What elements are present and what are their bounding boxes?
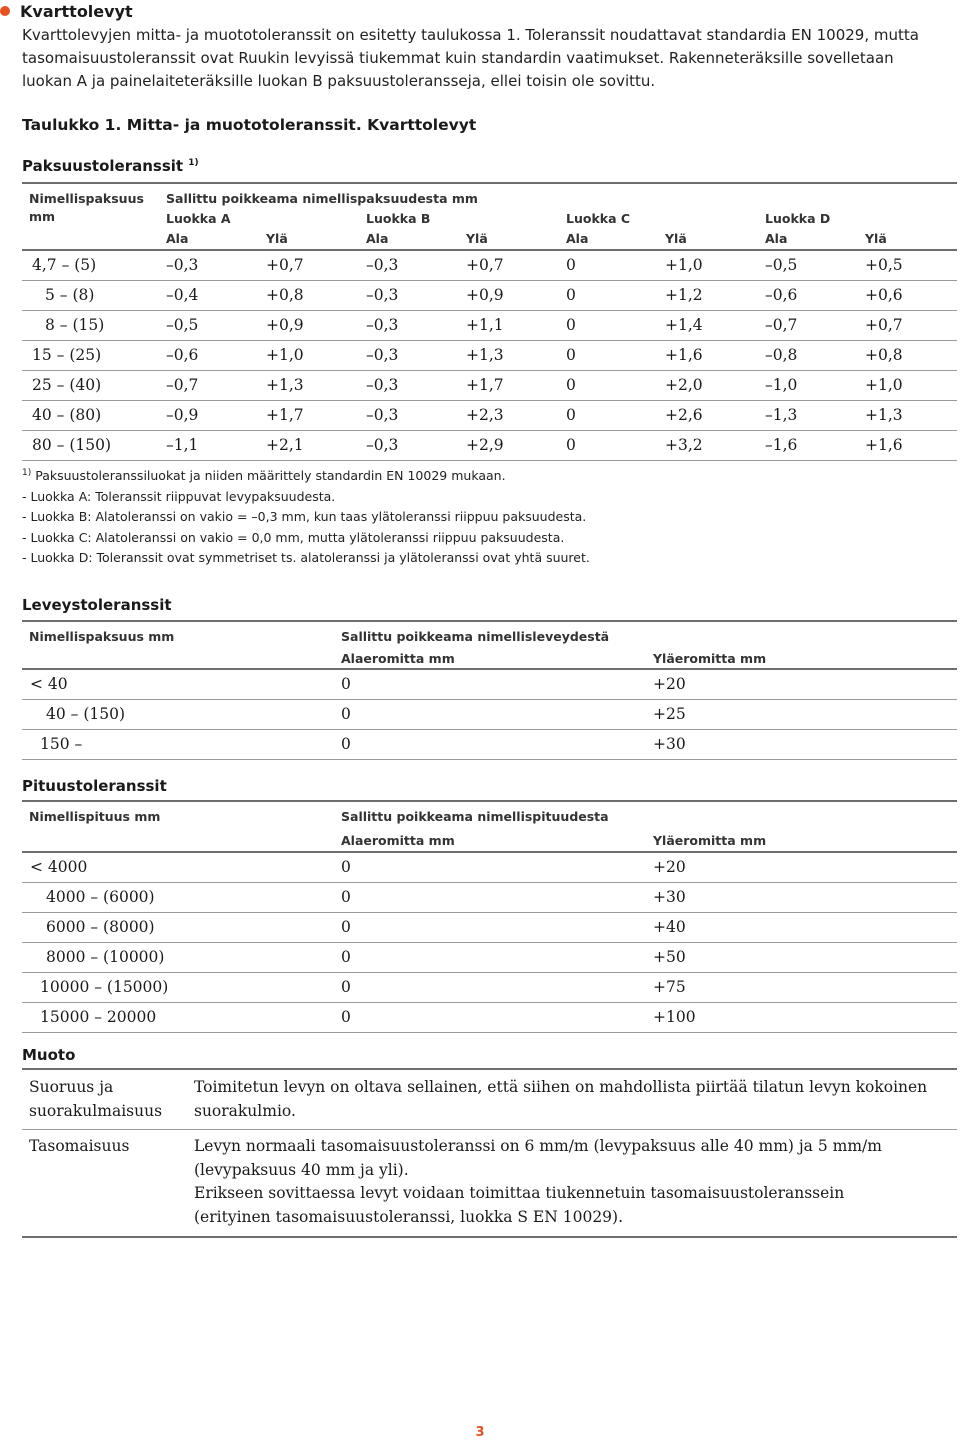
note-text: Paksuustoleranssiluokat ja niiden määrittely standardin EN 10029 mukaan. (35, 468, 506, 484)
note-line: - Luokka B: Alatoleranssi on vakio = –0,3 mm, kun taas ylätoleranssi riippuu paksuudesta. (22, 509, 587, 525)
nominal-cell: 40 – (80) (32, 406, 102, 424)
class-c-header: Luokka C (566, 211, 631, 226)
value-cell: +1,0 (665, 256, 703, 274)
value-cell: –0,3 (366, 256, 399, 274)
value-cell: +1,6 (865, 436, 903, 454)
shape-label-line: Tasomaisuus (29, 1137, 130, 1155)
shape-table (22, 1068, 957, 1238)
value-cell: 0 (566, 316, 576, 334)
value-cell: 0 (566, 346, 576, 364)
bullet-icon (0, 6, 10, 16)
note-line: - Luokka D: Toleranssit ovat symmetriset ts. alatoleranssi ja ylätoleranssi ovat yhtä suuret. (22, 550, 590, 566)
lo-header: Ala (166, 231, 189, 246)
shape-text (194, 1076, 954, 1123)
page-number: 3 (475, 1425, 485, 1440)
shape-text-line: Erikseen sovittaessa levyt voidaan toimittaa tiukennetuin tasomaisuustoleranssein (194, 1184, 845, 1202)
shape-row-straightness (22, 1070, 957, 1130)
shape-text-line: Levyn normaali tasomaisuustoleranssi on 6 mm/m (levypaksuus alle 40 mm) ja 5 mm/m (194, 1137, 882, 1155)
thickness-notes (22, 463, 590, 569)
hi-header: Ylä (865, 231, 887, 246)
table-row (22, 431, 957, 461)
class-d-header: Luokka D (765, 211, 831, 226)
value-cell: 0 (566, 256, 576, 274)
intro-line: tasomaisuustoleranssit ovat Ruukin levyissä tiukemmat kuin standardin vaatimukset. Rakenneteräksille sovelletaan (22, 49, 894, 67)
value-cell: 0 (566, 436, 576, 454)
shape-text (194, 1135, 954, 1229)
value-cell: –0,4 (166, 286, 199, 304)
value-cell: –0,3 (366, 436, 399, 454)
table-row (22, 670, 957, 700)
value-cell: +3,2 (665, 436, 703, 454)
value-cell: +1,3 (865, 406, 903, 424)
value-cell: +2,9 (466, 436, 504, 454)
value-cell: 0 (341, 1008, 351, 1026)
thickness-table-body (22, 251, 957, 461)
class-b-header: Luokka B (366, 211, 431, 226)
value-cell: 0 (341, 735, 351, 753)
width-title: Leveystoleranssit (22, 596, 172, 614)
table-row (22, 943, 957, 973)
shape-row-flatness (22, 1130, 957, 1238)
lo-header: Ala (765, 231, 788, 246)
value-cell: +0,5 (865, 256, 903, 274)
table-row (22, 251, 957, 281)
nominal-cell: 15 – (25) (32, 346, 102, 364)
nominal-cell: 8 – (15) (45, 316, 105, 334)
length-table-body (22, 853, 957, 1033)
nominal-cell: 10000 – (15000) (40, 978, 169, 996)
shape-label-line: suorakulmaisuus (29, 1101, 163, 1120)
value-cell: 0 (341, 888, 351, 906)
length-title: Pituustoleranssit (22, 777, 167, 795)
value-cell: +30 (653, 735, 686, 753)
note-line: - Luokka C: Alatoleranssi on vakio = 0,0 mm, mutta ylätoleranssi riippuu paksuudesta. (22, 529, 565, 545)
value-cell: +0,7 (266, 256, 304, 274)
intro-line: Kvarttolevyjen mitta- ja muototoleranssit on esitetty taulukossa 1. Toleranssit noudattavat standardia EN 10029, mutta (22, 26, 919, 44)
length-table (22, 800, 957, 1033)
value-cell: +25 (653, 705, 686, 723)
value-cell: +2,6 (665, 406, 703, 424)
value-cell: +100 (653, 1008, 696, 1026)
nominal-cell: 6000 – (8000) (46, 918, 155, 936)
value-cell: +1,3 (266, 376, 304, 394)
shape-title: Muoto (22, 1046, 76, 1064)
length-table-header (22, 800, 957, 853)
intro-line: luokan A ja painelaiteteräksille luokan B paksuustoleransseja, ellei toisin ole sovittu. (22, 72, 656, 90)
table-caption: Taulukko 1. Mitta- ja muototoleranssit. Kvarttolevyt (22, 116, 477, 134)
value-cell: +1,0 (865, 376, 903, 394)
nominal-cell: < 4000 (30, 858, 88, 876)
width-table-header (22, 620, 957, 670)
shape-label (29, 1076, 179, 1123)
value-cell: +1,0 (266, 346, 304, 364)
value-cell: 0 (341, 948, 351, 966)
value-cell: –0,9 (166, 406, 199, 424)
section-header (0, 0, 133, 22)
value-cell: +1,1 (466, 316, 504, 334)
value-cell: +0,8 (865, 346, 903, 364)
nominal-cell: 80 – (150) (32, 436, 112, 454)
value-cell: +40 (653, 918, 686, 936)
col-allowed-deviation: Sallittu poikkeama nimellisleveydestä (341, 629, 610, 644)
col-nominal-thickness: Nimellispaksuus (29, 191, 144, 206)
shape-label-line: Suoruus ja (29, 1078, 114, 1096)
table-row (22, 883, 957, 913)
value-cell: –0,3 (366, 346, 399, 364)
col-nominal-unit: mm (29, 209, 56, 224)
col-allowed-deviation: Sallittu poikkeama nimellispituudesta (341, 809, 609, 824)
shape-label (29, 1135, 179, 1159)
nominal-cell: 25 – (40) (32, 376, 102, 394)
value-cell: –1,1 (166, 436, 199, 454)
value-cell: +1,7 (466, 376, 504, 394)
value-cell: –0,3 (366, 316, 399, 334)
col-lower: Alaeromitta mm (341, 833, 455, 848)
table-row (22, 913, 957, 943)
value-cell: +0,8 (266, 286, 304, 304)
value-cell: +0,9 (266, 316, 304, 334)
thickness-title (22, 157, 199, 175)
value-cell: +0,7 (466, 256, 504, 274)
table-row (22, 371, 957, 401)
shape-text-line: Toimitetun levyn on oltava sellainen, että siihen on mahdollista piirtää tilatun levyn kokoinen (194, 1078, 928, 1096)
value-cell: +20 (653, 675, 686, 693)
col-lower: Alaeromitta mm (341, 651, 455, 666)
nominal-cell: 8000 – (10000) (46, 948, 165, 966)
table-row (22, 401, 957, 431)
value-cell: 0 (566, 286, 576, 304)
table-row (22, 311, 957, 341)
footnote-marker: 1) (22, 468, 32, 478)
value-cell: +30 (653, 888, 686, 906)
lo-header: Ala (366, 231, 389, 246)
hi-header: Ylä (665, 231, 687, 246)
table-row (22, 341, 957, 371)
value-cell: +75 (653, 978, 686, 996)
thickness-table-header (22, 182, 957, 251)
value-cell: +50 (653, 948, 686, 966)
value-cell: +0,7 (865, 316, 903, 334)
value-cell: 0 (341, 918, 351, 936)
value-cell: +0,6 (865, 286, 903, 304)
nominal-cell: 4,7 – (5) (32, 256, 97, 274)
value-cell: 0 (341, 705, 351, 723)
value-cell: +1,3 (466, 346, 504, 364)
nominal-cell: < 40 (30, 675, 68, 693)
value-cell: +1,7 (266, 406, 304, 424)
table-row (22, 281, 957, 311)
value-cell: –0,5 (765, 256, 798, 274)
lo-header: Ala (566, 231, 589, 246)
value-cell: –0,3 (166, 256, 199, 274)
value-cell: –1,3 (765, 406, 798, 424)
thickness-table (22, 182, 957, 461)
class-a-header: Luokka A (166, 211, 231, 226)
value-cell: +1,6 (665, 346, 703, 364)
nominal-cell: 40 – (150) (46, 705, 126, 723)
table-row (22, 1003, 957, 1033)
value-cell: –1,6 (765, 436, 798, 454)
table-row (22, 700, 957, 730)
value-cell: 0 (341, 858, 351, 876)
nominal-cell: 5 – (8) (45, 286, 95, 304)
value-cell: –0,6 (166, 346, 199, 364)
value-cell: –0,6 (765, 286, 798, 304)
value-cell: +2,3 (466, 406, 504, 424)
shape-text-line: (erityinen tasomaisuustoleranssi, luokka S EN 10029). (194, 1207, 624, 1226)
shape-text-line: (levypaksuus 40 mm ja yli). (194, 1160, 409, 1179)
col-nominal-length: Nimellispituus mm (29, 809, 161, 824)
value-cell: –0,3 (366, 286, 399, 304)
width-table (22, 620, 957, 760)
nominal-cell: 4000 – (6000) (46, 888, 155, 906)
value-cell: –0,8 (765, 346, 798, 364)
intro-paragraph (22, 24, 952, 93)
value-cell: –0,3 (366, 376, 399, 394)
value-cell: +1,2 (665, 286, 703, 304)
col-allowed-deviation: Sallittu poikkeama nimellispaksuudesta mm (166, 191, 478, 206)
value-cell: +2,0 (665, 376, 703, 394)
hi-header: Ylä (266, 231, 288, 246)
table-row (22, 853, 957, 883)
value-cell: +0,9 (466, 286, 504, 304)
value-cell: –0,3 (366, 406, 399, 424)
value-cell: –0,7 (166, 376, 199, 394)
value-cell: +2,1 (266, 436, 304, 454)
value-cell: 0 (566, 376, 576, 394)
col-upper: Yläeromitta mm (653, 833, 767, 848)
value-cell: +20 (653, 858, 686, 876)
value-cell: –0,5 (166, 316, 199, 334)
col-upper: Yläeromitta mm (653, 651, 767, 666)
value-cell: 0 (341, 978, 351, 996)
width-table-body (22, 670, 957, 760)
shape-text-line: suorakulmio. (194, 1101, 296, 1120)
thickness-title-text: Paksuustoleranssit (22, 157, 184, 175)
value-cell: –0,7 (765, 316, 798, 334)
note-line (22, 463, 590, 487)
note-line: - Luokka A: Toleranssit riippuvat levypaksuudesta. (22, 488, 336, 504)
value-cell: –1,0 (765, 376, 798, 394)
value-cell: 0 (341, 675, 351, 693)
value-cell: +1,4 (665, 316, 703, 334)
col-nominal-thickness: Nimellispaksuus mm (29, 629, 175, 644)
table-row (22, 973, 957, 1003)
value-cell: 0 (566, 406, 576, 424)
nominal-cell: 150 – (40, 735, 83, 753)
footnote-marker: 1) (188, 158, 199, 168)
section-title: Kvarttolevyt (20, 1, 133, 21)
table-row (22, 730, 957, 760)
nominal-cell: 15000 – 20000 (40, 1008, 157, 1026)
hi-header: Ylä (466, 231, 488, 246)
